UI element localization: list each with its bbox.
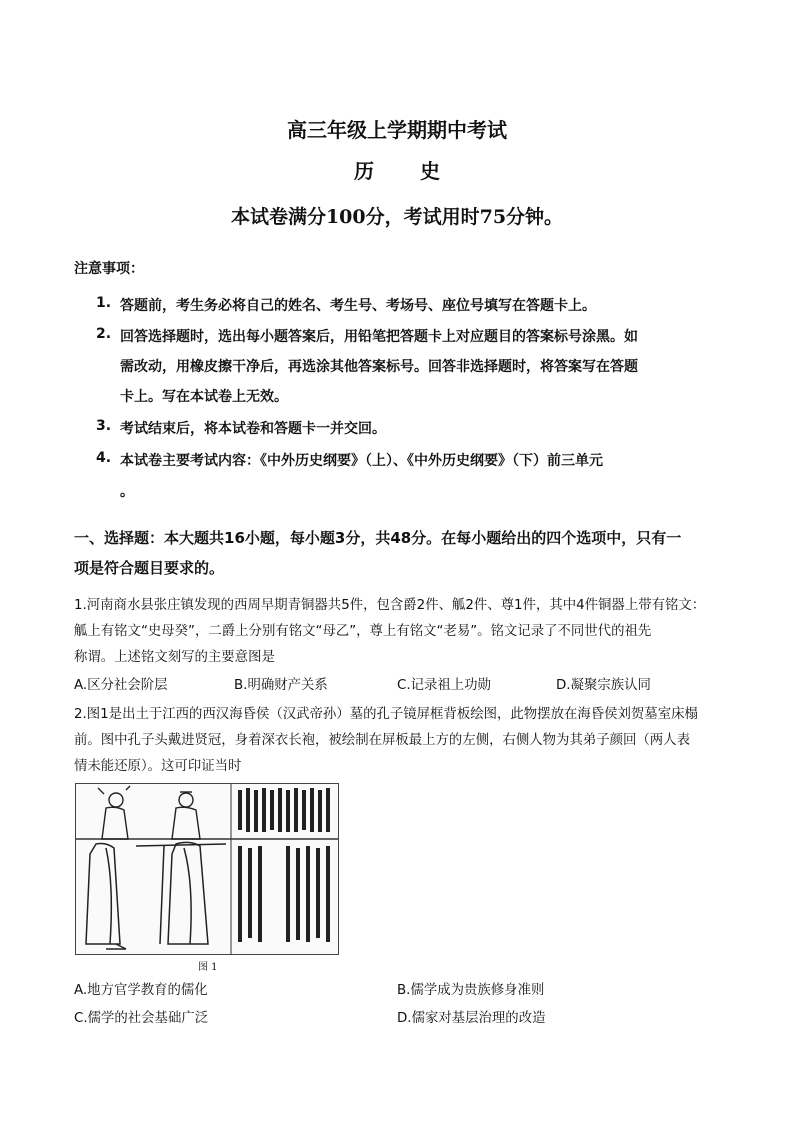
notice-item-text: 答题前，考生务必将自己的姓名、考生号、考场号、座位号填写在答题卡上。 (120, 298, 596, 314)
question-2-text: 2.图1是出土于江西的西汉海昏侯（汉武帝孙）墓的孔子镜屏框背板绘图，此物摆放在海昏侯刘贺墓室床榻 (74, 707, 698, 722)
notice-item-text: 卡上。写在本试卷上无效。 (120, 389, 288, 405)
figure-1-illustration (75, 783, 339, 955)
question-1-option-c: C.记录祖上功勋 (397, 678, 491, 693)
notice-item-text: 需改动，用橡皮擦干净后，再选涂其他答案标号。回答非选择题时，将答案写在答题 (120, 359, 638, 375)
notice-item-text: 考试结束后，将本试卷和答题卡一并交回。 (120, 421, 386, 437)
section-heading-cont: 项是符合题目要求的。 (74, 559, 225, 577)
question-2-text: 情未能还原）。这可印证当时 (74, 759, 242, 774)
subject-title: 历史 (354, 159, 486, 183)
question-2-text: 前。图中孔子头戴进贤冠，身着深衣长袍，被绘制在屏板最上方的左侧，右侧人物为其弟子颜回（两人表 (74, 733, 690, 748)
section-heading: 一、选择题：本大题共16小题，每小题3分，共48分。在每小题给出的四个选项中，只有一 (74, 529, 682, 547)
notice-item-number: 1. (96, 295, 112, 311)
question-2-option-a: A.地方官学教育的儒化 (74, 983, 208, 998)
exam-info: 本试卷满分100分，考试用时75分钟。 (230, 206, 564, 228)
question-1-text: 觚上有铭文“史母癸”，二爵上分别有铭文“母乙”，尊上有铭文“老易”。铭文记录了不同世代的祖先 (74, 624, 652, 639)
question-2-option-b: B.儒学成为贵族修身准则 (397, 983, 545, 998)
notice-item-text: 。 (120, 484, 134, 500)
exam-title: 高三年级上学期期中考试 (287, 118, 507, 142)
notice-heading: 注意事项： (74, 261, 144, 277)
notice-item-number: 3. (96, 418, 112, 434)
question-2-option-c: C.儒学的社会基础广泛 (74, 1011, 209, 1026)
notice-item-number: 2. (96, 326, 112, 342)
question-1-option-d: D.凝聚宗族认同 (556, 678, 651, 693)
question-1-option-b: B.明确财产关系 (234, 678, 328, 693)
question-2-option-d: D.儒家对基层治理的改造 (397, 1011, 546, 1026)
notice-item-text: 本试卷主要考试内容：《中外历史纲要》（上）、《中外历史纲要》（下）前三单元 (120, 453, 603, 469)
notice-item-number: 4. (96, 450, 112, 466)
notice-item-text: 回答选择题时，选出每小题答案后，用铅笔把答题卡上对应题目的答案标号涂黑。如 (120, 329, 638, 345)
question-1-text: 1.河南商水县张庄镇发现的西周早期青铜器共5件，包含爵2件、觚2件、尊1件，其中4件铜器上带有铭文： (74, 598, 706, 613)
figure-1-caption: 图 1 (198, 962, 218, 973)
question-1-option-a: A.区分社会阶层 (74, 678, 168, 693)
question-1-text: 称谓。上述铭文刻写的主要意图是 (74, 650, 275, 665)
